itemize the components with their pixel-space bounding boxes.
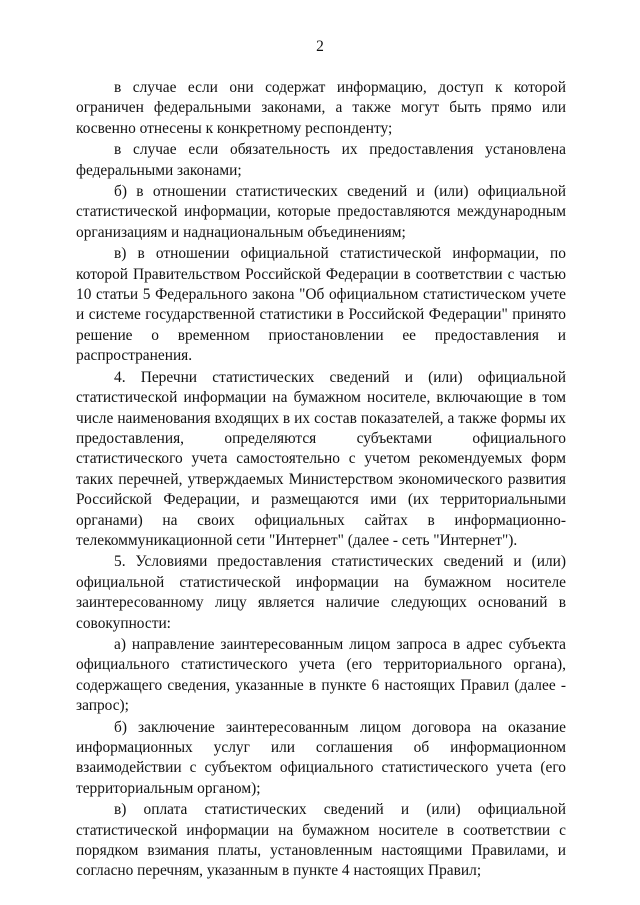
paragraph-clause-5-conditions: 5. Условиями предоставления статистических сведений и (или) официальной статистической информации на бумажном носителе заинтересованному лицу является наличие следующих оснований в совокупности: — [76, 553, 566, 632]
page-number: 2 — [316, 38, 324, 55]
paragraph-mandatory-by-law: в случае если обязательность их предоставления установлена федеральными законами; — [76, 141, 566, 179]
document-body — [76, 78, 566, 883]
paragraph-item-v-payment: в) оплата статистических сведений и (или) официальной статистической информации на бумажном носителе в соответствии с порядком взимания платы, установленным настоящими Правилами, и согласно перечням, указанным в пункте 4 настоящих Правил; — [76, 801, 566, 880]
paragraph-clause-4-lists: 4. Перечни статистических сведений и (или) официальной статистической информации на бумажном носителе, включающие в том числе наименования входящих в их состав показателей, а также формы их предоставления, определяются субъектами официального статистического учета самостоятельно с учетом рекомендуемых форм таких перечней, утверждаемых Министерством экономического развития Российской Федерации, и размещаются ими (их территориальными органами) на своих официальных сайтах в информационно-телекоммуникационной сети "Интернет" (далее - сеть "Интернет"). — [76, 368, 566, 549]
paragraph-restricted-info: в случае если они содержат информацию, доступ к которой ограничен федеральными законами, а также могут быть прямо или косвенно отнесены к конкретному респонденту; — [76, 79, 566, 137]
paragraph-item-a-request: а) направление заинтересованным лицом запроса в адрес субъекта официального статистического учета (его территориального органа), содержащего сведения, указанные в пункте 6 настоящих Правил (далее - запрос); — [76, 635, 566, 715]
paragraph-item-b-agreement: б) заключение заинтересованным лицом договора на оказание информационных услуг или соглашения об информационном взаимодействии с субъектом официального статистического учета (его территориальным органом); — [76, 718, 566, 797]
paragraph-item-v-suspension: в) в отношении официальной статистической информации, по которой Правительством Российской Федерации в соответствии с частью 10 статьи 5 Федерального закона "Об официальном статистическом учете и системе государственной статистики в Российской Федерации" принято решение о временном приостановлении ее предоставления и распространения. — [76, 245, 566, 365]
paragraph-item-b-international: б) в отношении статистических сведений и (или) официальной статистической информации, которые предоставляются международным организациям и наднациональным объединениям; — [76, 183, 566, 241]
